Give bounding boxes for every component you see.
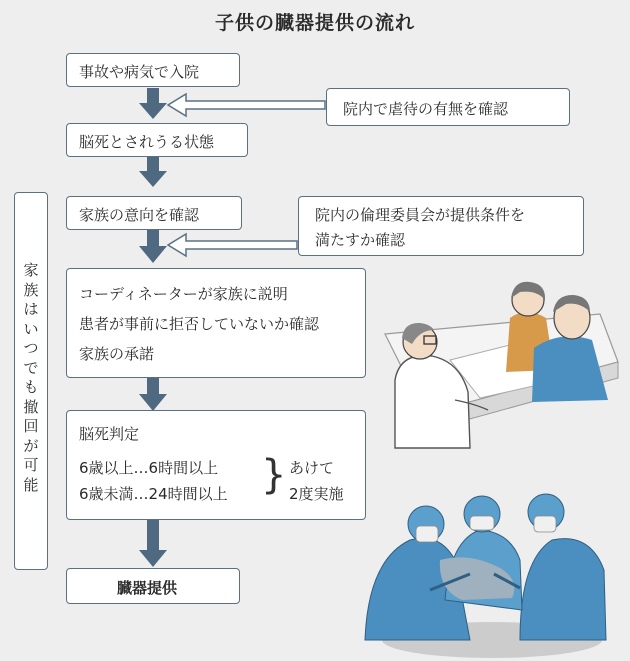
step-family-intent-label: 家族の意向を確認 — [79, 206, 200, 224]
down-arrow-3 — [139, 229, 167, 263]
step-admission-label: 事故や病気で入院 — [79, 63, 200, 81]
down-arrow-2 — [139, 156, 167, 187]
brain-death-test-title: 脳死判定 — [79, 425, 140, 443]
family-revocation-note — [14, 192, 48, 570]
diagram-title: 子供の臓器提供の流れ — [214, 12, 415, 34]
interval-note-line-2: 2度実施 — [289, 485, 344, 503]
abuse-check-box — [326, 88, 570, 126]
brain-death-rule-over6: 6歳以上…6時間以上 — [79, 459, 219, 477]
left-arrow-abuse — [168, 94, 325, 116]
brain-death-rule-under6: 6歳未満…24時間以上 — [79, 485, 228, 503]
coordinator-line-1: コーディネーターが家族に説明 — [79, 285, 288, 303]
step-coordinator — [66, 268, 366, 378]
step-brain-death-test — [66, 410, 366, 520]
step-admission — [66, 53, 240, 87]
family-revocation-text: 家 族 は い つ で も 撤 回 が 可 能 — [23, 261, 39, 494]
step-brain-death-state — [66, 123, 248, 157]
ethics-check-line-1: 院内の倫理委員会が提供条件を — [315, 206, 526, 224]
ethics-check-box — [298, 196, 584, 256]
step-organ-donation — [66, 568, 240, 604]
step-organ-donation-label: 臓器提供 — [117, 579, 178, 597]
interval-note-line-1: あけて — [289, 459, 335, 477]
step-brain-death-state-label: 脳死とされうる状態 — [79, 133, 215, 151]
down-arrow-4 — [139, 377, 167, 411]
brace-icon: } — [261, 452, 287, 498]
consultation-illustration — [385, 282, 618, 448]
step-family-intent — [66, 196, 242, 230]
surgery-illustration — [365, 494, 606, 658]
down-arrow-5 — [139, 518, 167, 567]
coordinator-line-3: 家族の承諾 — [79, 345, 155, 363]
ethics-check-line-2: 満たすか確認 — [315, 231, 406, 249]
down-arrow-1 — [139, 88, 167, 119]
left-arrow-ethics — [168, 234, 297, 256]
coordinator-line-2: 患者が事前に拒否していないか確認 — [79, 315, 320, 333]
abuse-check-label: 院内で虐待の有無を確認 — [343, 100, 509, 118]
